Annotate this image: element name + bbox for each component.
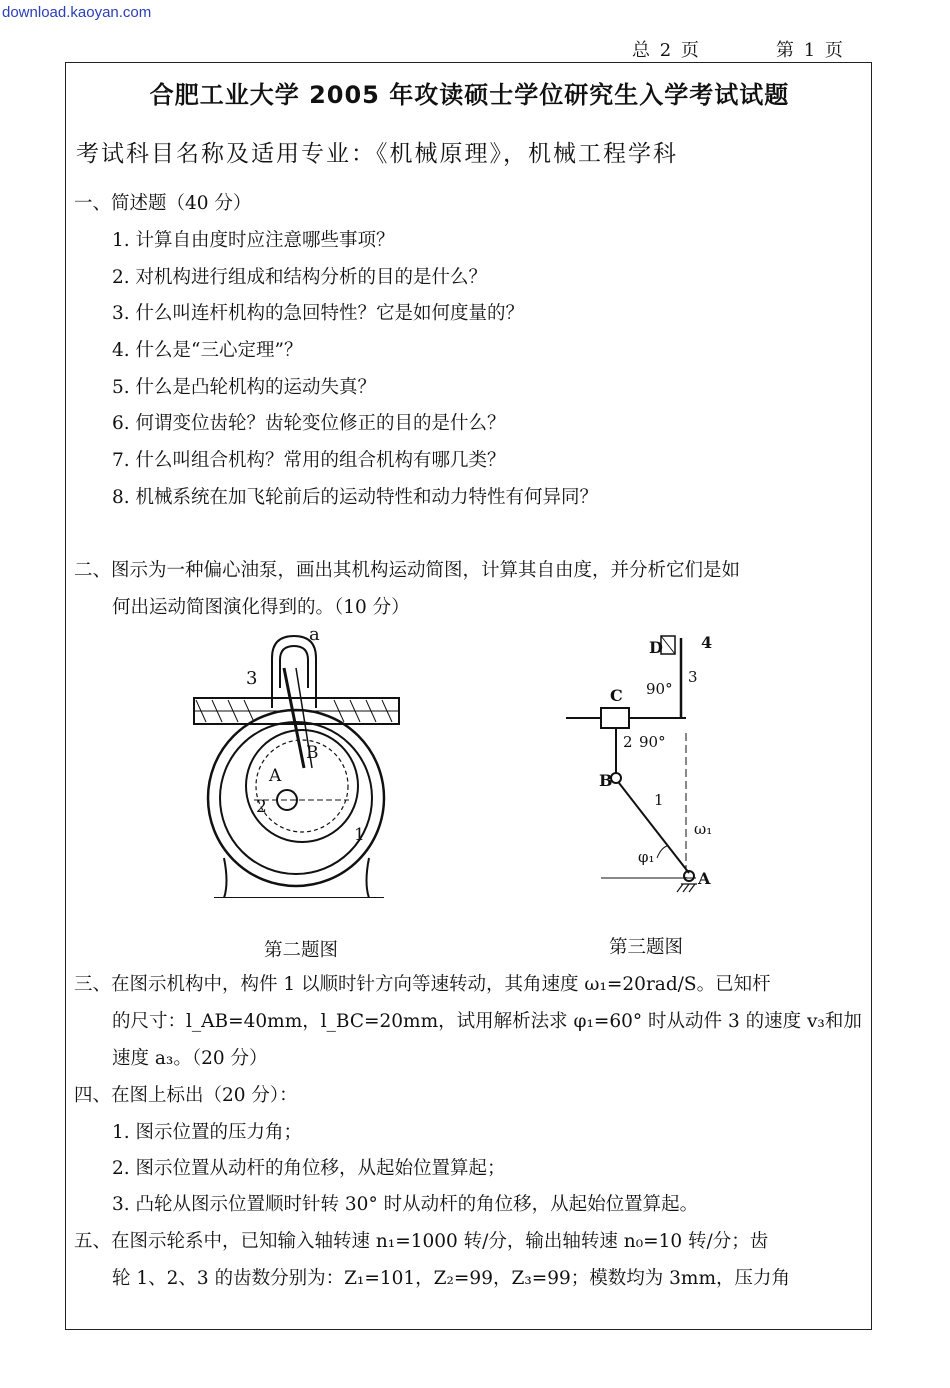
fig3-label-3: 3 (688, 668, 698, 686)
section1-item-8: 8. 机械系统在加飞轮前后的运动特性和动力特性有何异同？ (112, 487, 599, 508)
section3-line-1: 三、在图示机构中，构件 1 以顺时针方向等速转动，其角速度 ω₁=20rad/S。已知杆 (74, 974, 771, 995)
fig3-label-B: B (599, 771, 613, 790)
section4-item-1: 1. 图示位置的压力角； (112, 1122, 303, 1143)
section1-item-5: 5. 什么是凸轮机构的运动失真？ (112, 377, 377, 398)
section2-line-1: 二、图示为一种偏心油泵，画出其机构运动简图，计算其自由度，并分析它们是如 (74, 560, 741, 581)
fig2-label-B: B (306, 743, 319, 763)
section1-item-6: 6. 何谓变位齿轮？齿轮变位修正的目的是什么？ (112, 413, 506, 434)
fig3-label-1: 1 (654, 791, 664, 809)
section4-item-3: 3. 凸轮从图示位置顺时针转 30° 时从动杆的角位移，从起始位置算起。 (112, 1194, 699, 1215)
section3-line-3: 速度 a₃。（20 分） (112, 1048, 268, 1069)
fig3-label-D: D (649, 638, 663, 657)
fig3-label-C: C (610, 686, 623, 705)
section5-line-2: 轮 1、2、3 的齿数分别为：Z₁=101，Z₂=99，Z₃=99；模数均为 3mm，压力角 (112, 1268, 791, 1289)
fig3-label-2: 2 (623, 733, 633, 751)
section1-heading: 一、简述题（40 分） (74, 193, 252, 214)
fig3-label-90-upper: 90° (646, 680, 673, 698)
section3-line-2: 的尺寸：l_AB=40mm，l_BC=20mm，试用解析法求 φ₁=60° 时从动件 3 的速度 v₃和加 (112, 1011, 862, 1032)
fig3-label-omega: ω₁ (694, 820, 713, 838)
watermark-url[interactable]: download.kaoyan.com (2, 4, 152, 21)
section5-line-1: 五、在图示轮系中，已知输入轴转速 n₁=1000 转/分，输出轴转速 n₀=10 转/分；齿 (74, 1231, 769, 1252)
figure3-linkage-drawing (561, 628, 761, 908)
figure3-caption: 第三题图 (609, 937, 684, 958)
fig2-label-A: A (269, 766, 282, 786)
section4-item-2: 2. 图示位置从动杆的角位移，从起始位置算起； (112, 1158, 506, 1179)
figure2-pump-drawing (184, 628, 424, 898)
current-page: 第 1 页 (776, 40, 845, 61)
section1-item-1: 1. 计算自由度时应注意哪些事项？ (112, 230, 395, 251)
fig3-label-phi: φ₁ (638, 848, 655, 866)
section1-item-7: 7. 什么叫组合机构？常用的组合机构有哪几类？ (112, 450, 506, 471)
exam-title: 合肥工业大学 2005 年攻读硕士学位研究生入学考试试题 (149, 81, 790, 109)
section1-item-3: 3. 什么叫连杆机构的急回特性？它是如何度量的？ (112, 303, 525, 324)
exam-frame (65, 62, 872, 1330)
total-pages: 总 2 页 (632, 40, 701, 61)
fig2-label-a: a (309, 624, 320, 645)
fig3-label-A: A (698, 869, 711, 888)
section1-item-4: 4. 什么是“三心定理”？ (112, 340, 303, 361)
section1-item-2: 2. 对机构进行组成和结构分析的目的是什么？ (112, 267, 488, 288)
fig2-label-2: 2 (256, 797, 267, 817)
exam-subject: 考试科目名称及适用专业：《机械原理》，机械工程学科 (76, 141, 678, 167)
fig2-label-1: 1 (354, 825, 365, 845)
section2-line-2: 何出运动简图演化得到的。（10 分） (112, 597, 410, 618)
figure2-caption: 第二题图 (264, 940, 339, 961)
fig3-label-90-lower: 90° (639, 733, 666, 751)
fig3-label-4: 4 (701, 633, 713, 652)
fig2-label-3: 3 (246, 668, 258, 689)
section4-heading: 四、在图上标出（20 分）： (74, 1085, 298, 1106)
